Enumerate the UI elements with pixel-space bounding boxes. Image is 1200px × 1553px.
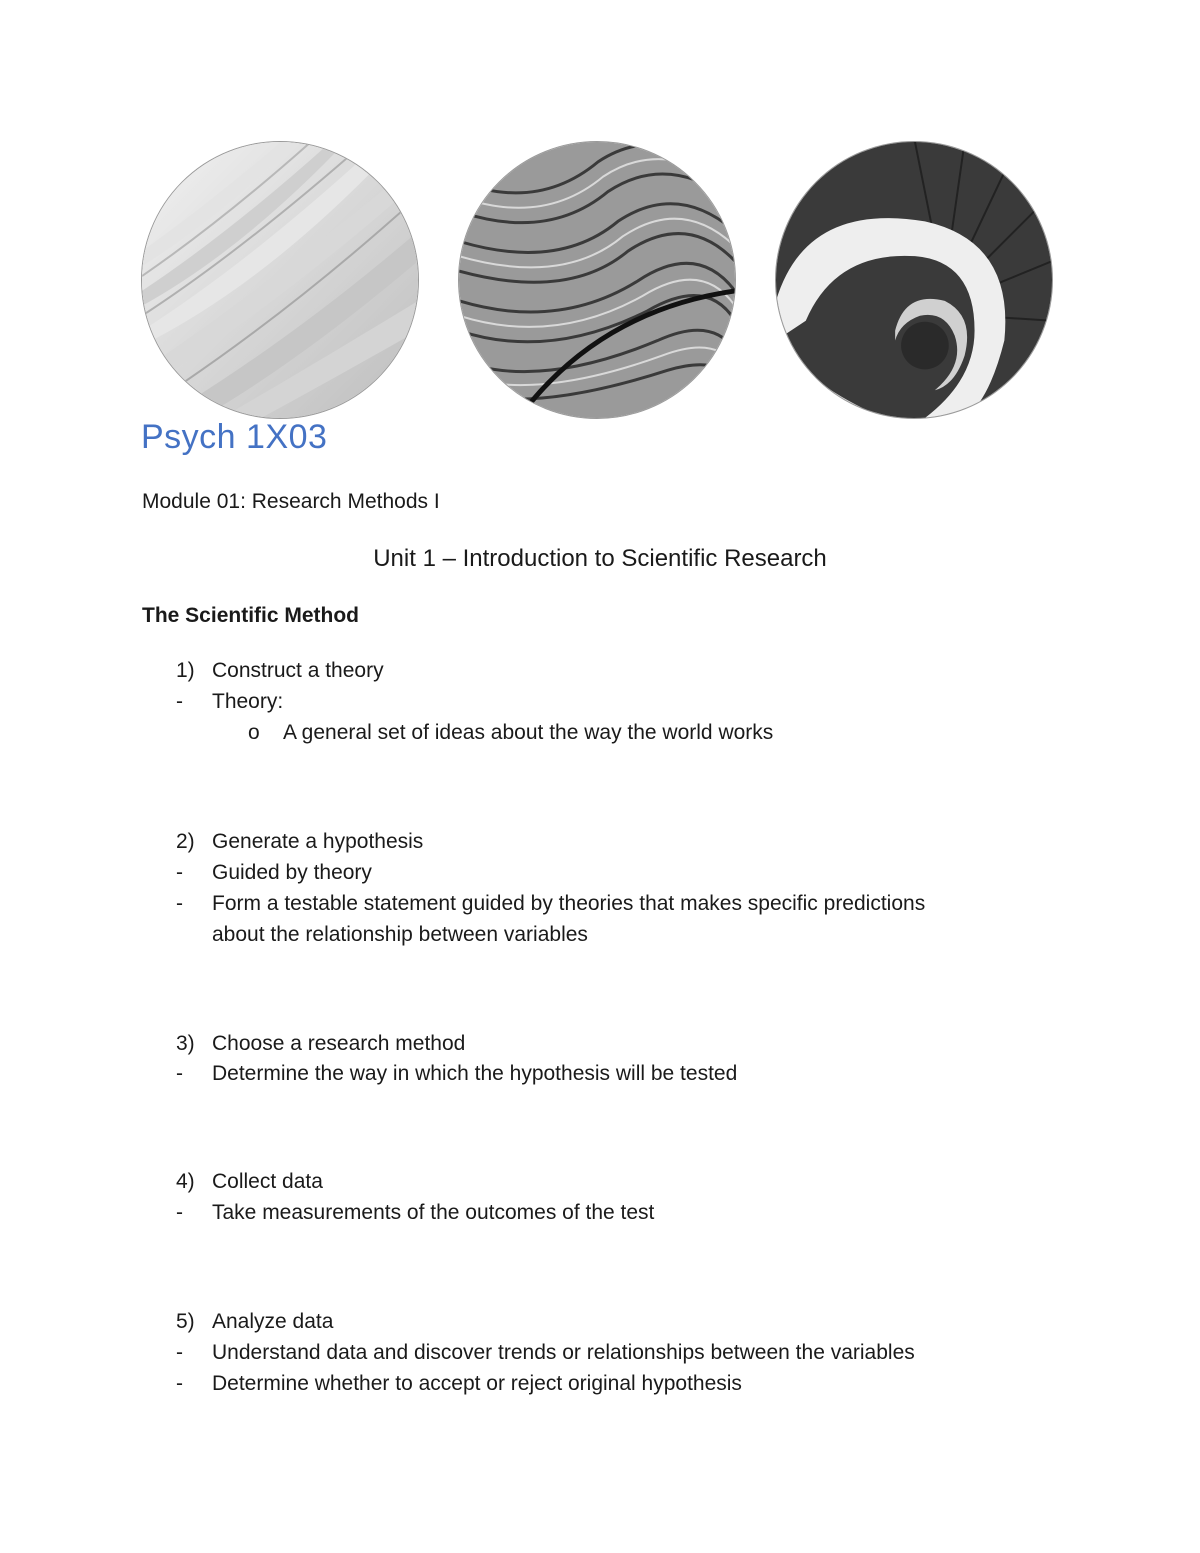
circle-bullet-marker: o [248,721,260,744]
list-item-text: Determine the way in which the hypothesis will be tested [212,1062,738,1085]
dash-marker: - [176,1062,183,1085]
step-number: 3) [176,1032,195,1055]
module-label: Module 01: Research Methods I [142,490,440,513]
dash-marker: - [176,1341,183,1364]
course-title: Psych 1X03 [141,418,328,456]
dash-marker: - [176,1201,183,1224]
step-label: Construct a theory [212,659,384,682]
list-item-text: about the relationship between variables [212,923,588,946]
step-label: Generate a hypothesis [212,830,424,853]
dash-marker: - [176,892,183,915]
dash-marker: - [176,1372,183,1395]
step-number: 2) [176,830,195,853]
section-heading: The Scientific Method [142,604,360,627]
step-label: Choose a research method [212,1032,466,1055]
list-item-text: A general set of ideas about the way the world works [283,721,774,744]
list-item-text: Understand data and discover trends or relationships between the variables [212,1341,915,1364]
dash-marker: - [176,861,183,884]
paper-pages-photo [141,141,419,419]
step-number: 1) [176,659,195,682]
list-item-text: Theory: [212,690,284,713]
list-item-text: Take measurements of the outcomes of the test [212,1201,655,1224]
step-number: 5) [176,1310,195,1333]
wood-grain-photo [458,141,736,419]
list-item-text: Determine whether to accept or reject original hypothesis [212,1372,742,1395]
list-item-text: Guided by theory [212,861,372,884]
step-number: 4) [176,1170,195,1193]
step-label: Analyze data [212,1310,334,1333]
spiral-staircase-photo [775,141,1053,419]
step-label: Collect data [212,1170,323,1193]
list-item-text: Form a testable statement guided by theories that makes specific predictions [212,892,926,915]
unit-title: Unit 1 – Introduction to Scientific Research [373,545,827,572]
dash-marker: - [176,690,183,713]
